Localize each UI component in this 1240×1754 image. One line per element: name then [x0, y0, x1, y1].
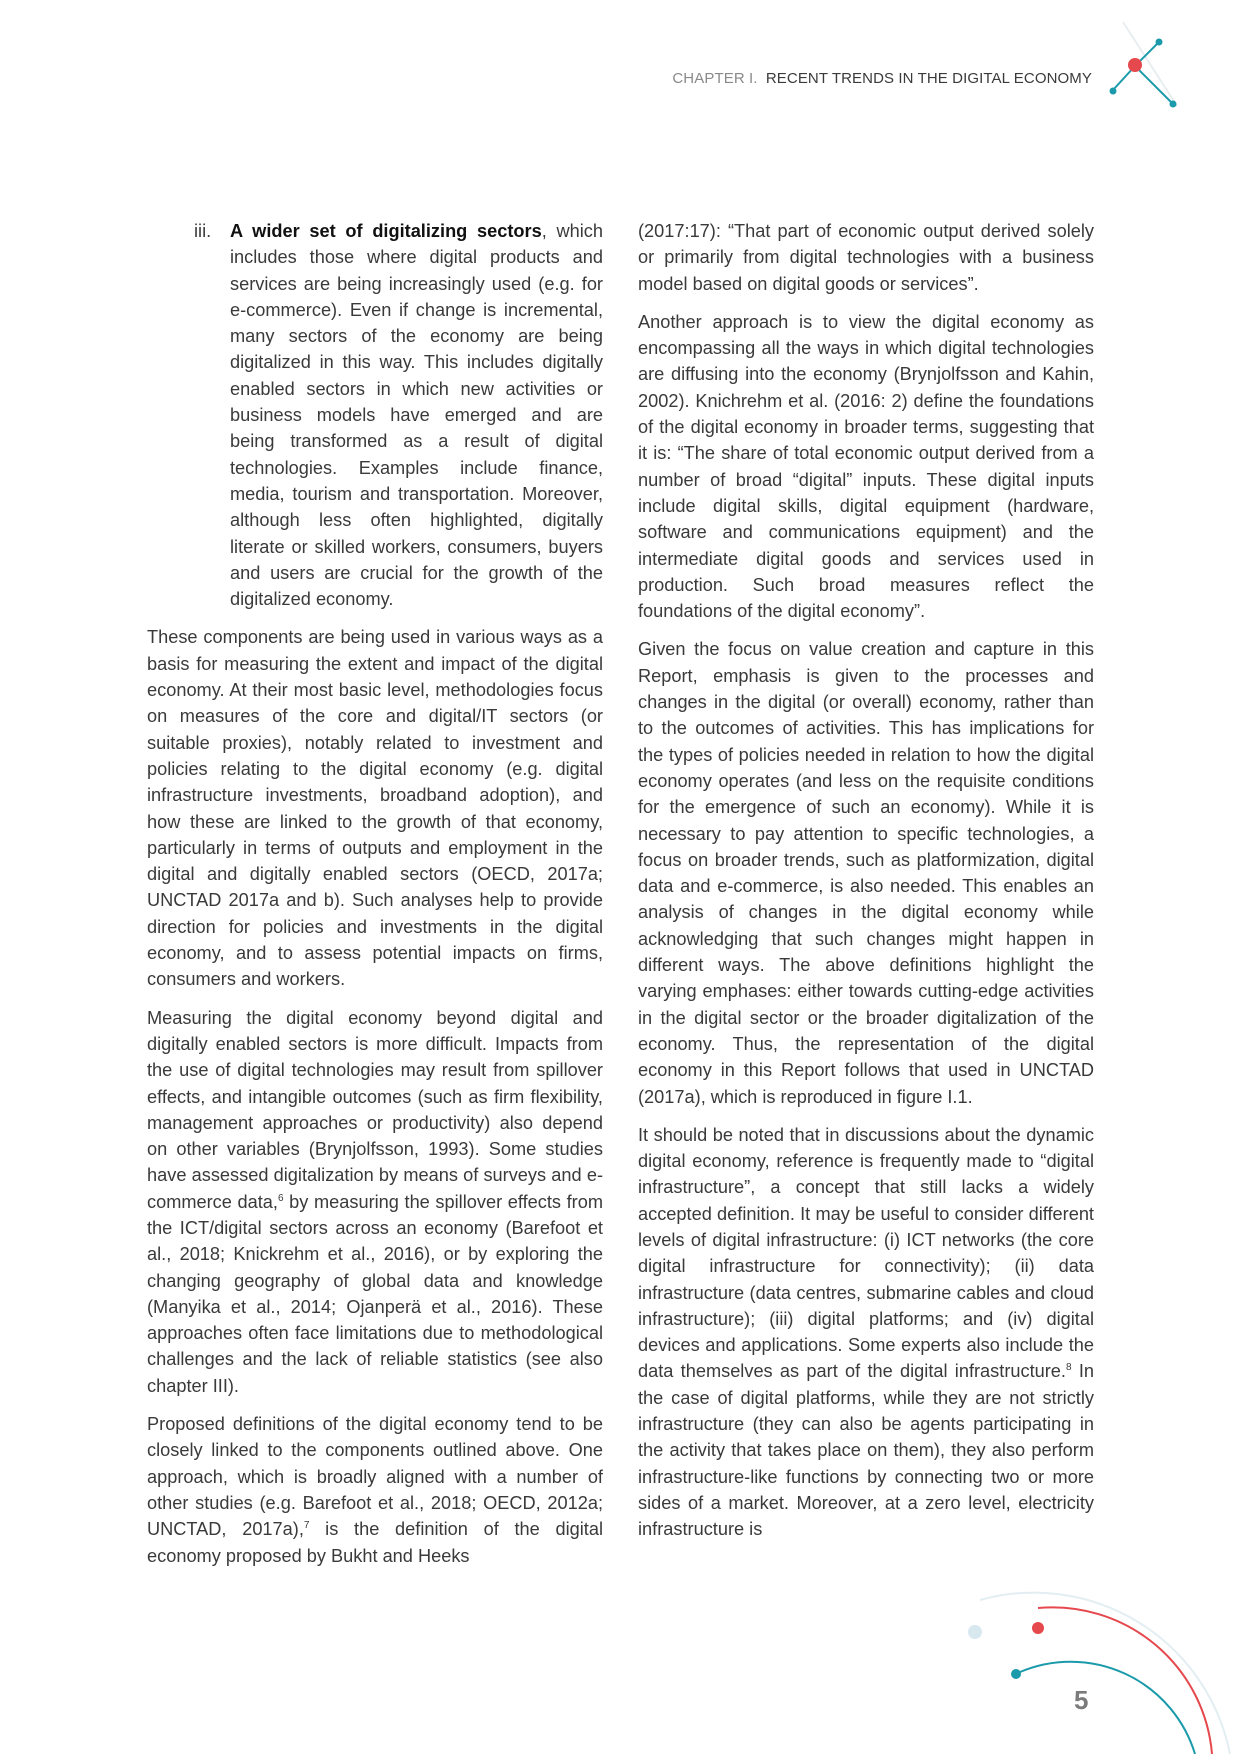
right-column: [638, 218, 1094, 1555]
network-logo-icon: [1105, 18, 1185, 113]
chapter-title: RECENT TRENDS IN THE DIGITAL ECONOMY: [765, 70, 1092, 87]
list-item-heading: A wider set of digitalizing sectors: [230, 221, 542, 241]
list-item-text: , which includes those where digital products and services are being increasingly used (e.g. for e-commerce). Even if change is incremental, many sectors of the economy are being digitalized in this way. This includes digitally enabled sectors in which new activities or business models have emerged and are being transformed as a result of digital technologies. Examples include finance, media, tourism and transportation. Moreover, although less often highlighted, digitally literate or skilled workers, consumers, buyers and users are crucial for the growth of the digitalized economy.: [230, 221, 603, 610]
paragraph: These components are being used in various ways as a basis for measuring the extent and impact of the digital economy. At their most basic level, methodologies focus on measures of the core and digital/IT sectors (or suitable proxies), notably related to investment and policies relating to the digital economy (e.g. digital infrastructure investments, broadband adoption), and how these are linked to the growth of that economy, particularly in terms of outputs and employment in the digital and digitally enabled sectors (OECD, 2017a; UNCTAD 2017a and b). Such analyses help to provide direction for policies and investments in the digital economy, and to assess potential impacts on firms, consumers and workers.: [147, 627, 603, 990]
left-column: [147, 218, 603, 1581]
paragraph: (2017:17): “That part of economic output derived solely or primarily from digital technologies with a business model based on digital goods or services”.: [638, 221, 1094, 294]
list-item-iii: [147, 218, 603, 612]
footnote-ref[interactable]: 8: [1065, 1362, 1072, 1374]
list-marker: iii.: [194, 221, 212, 241]
paragraph: Given the focus on value creation and capture in this Report, emphasis is given to the processes and changes in the digital (or overall) economy, rather than to the outcomes of activities. This has implications for the types of policies needed in relation to how the digital economy operates (and less on the requisite conditions for the emergence of such an economy). While it is necessary to pay attention to specific technologies, a focus on broader trends, such as platformization, digital data and e-commerce, is also needed. This enables an analysis of changes in the digital economy while acknowledging that such changes might happen in different ways. The above definitions highlight the varying emphases: either towards cutting-edge activities in the digital sector or the broader digitalization of the economy. Thus, the representation of the digital economy in this Report follows that used in UNCTAD (2017a), which is reproduced in figure I.1.: [638, 639, 1094, 1107]
paragraph: Proposed definitions of the digital economy tend to be closely linked to the components outlined above. One approach, which is broadly aligned with a number of other studies (e.g. Barefoot et al., 2018; OECD, 2012a; UNCTAD, 2017a),$^7$ is the definition of the digital economy proposed by Bukht and Heeks: [147, 1414, 603, 1566]
paragraph: Measuring the digital economy beyond digital and digitally enabled sectors is more difficult. Impacts from the use of digital technologies may result from spillover effects, and intangible outcomes (such as firm flexibility, management approaches or productivity) also depend on other variables (Brynjolfsson, 1993). Some studies have assessed digitalization by means of surveys and e-commerce data,$^6$ by measuring the spillover effects from the ICT/digital sectors across an economy (Barefoot et al., 2018; Knickrehm et al., 2016), or by exploring the changing geography of global data and knowledge (Manyika et al., 2014; Ojanperä et al., 2016). These approaches often face limitations due to methodological challenges and the lack of reliable statistics (see also chapter III).: [147, 1007, 603, 1396]
paragraph: Another approach is to view the digital economy as encompassing all the ways in which digital technologies are diffusing into the economy (Brynjolfsson and Kahin, 2002). Knichrehm et al. (2016: 2) define the foundations of the digital economy in broader terms, suggesting that it is: “The share of total economic output derived from a number of broad “digital” inputs. These digital inputs include digital skills, digital equipment (hardware, software and communications equipment) and the intermediate digital goods and services used in production. Such broad measures reflect the foundations of the digital economy”.: [638, 311, 1094, 622]
decorative-arcs-icon: [960, 1580, 1240, 1754]
paragraph: It should be noted that in discussions about the dynamic digital economy, reference is frequently made to “digital infrastructure”, a concept that still lacks a widely accepted definition. It may be useful to consider different levels of digital infrastructure: (i) ICT networks (the core digital infrastructure for connectivity); (ii) data infrastructure (data centres, submarine cables and cloud infrastructure); (iii) digital platforms; and (iv) digital devices and applications. Some experts also include the data themselves as part of the digital infrastructure.$^8$ In the case of digital platforms, while they are not strictly infrastructure (they can also be agents participating in the activity that takes place on them), they also perform infrastructure-like functions by connecting two or more sides of a market. Moreover, at a zero level, electricity infrastructure is: [638, 1124, 1094, 1540]
running-header: [672, 70, 1092, 87]
page-number: 5: [1074, 1685, 1089, 1715]
chapter-label: CHAPTER I.: [672, 70, 758, 87]
footnote-ref[interactable]: 7: [303, 1520, 310, 1532]
footnote-ref[interactable]: 6: [277, 1192, 284, 1204]
